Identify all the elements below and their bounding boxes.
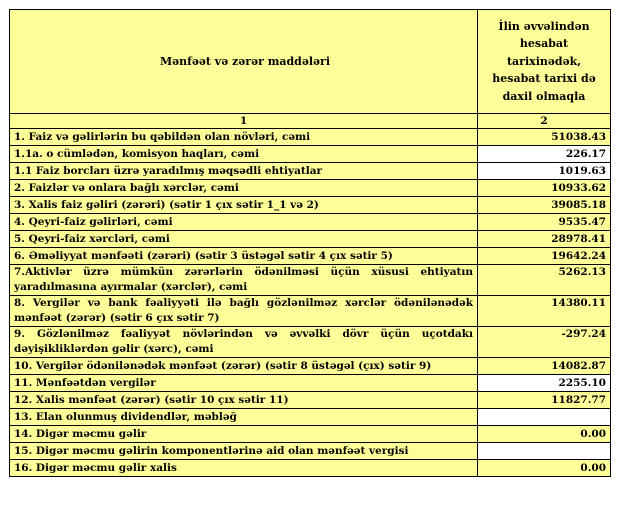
row-value: 10933.62 — [478, 180, 611, 197]
table-row — [10, 460, 611, 477]
row-value: 28978.41 — [478, 231, 611, 248]
table-row — [10, 296, 611, 327]
table-row — [10, 327, 611, 358]
header-period-column: İlin əvvəlindən hesabat tarixinədək, hesabat tarixi də daxil olmaqla — [478, 10, 611, 114]
table-row — [10, 375, 611, 392]
row-label: 5. Qeyri-faiz xərcləri, cəmi — [10, 231, 478, 248]
table-row — [10, 443, 611, 460]
profit-loss-table — [9, 9, 611, 477]
row-value: 5262.13 — [478, 265, 611, 296]
row-label: 9. Gözlənilməz fəaliyyət növlərindən və əvvəlki dövr üçün uçotdakı dəyişikliklərdən gəlir (xərc), cəmi — [10, 327, 478, 358]
row-label: 1.1 Faiz borcları üzrə yaradılmış məqsədli ehtiyatlar — [10, 163, 478, 180]
row-label: 16. Digər məcmu gəlir xalis — [10, 460, 478, 477]
table-row — [10, 129, 611, 146]
row-value — [478, 409, 611, 426]
row-label: 4. Qeyri-faiz gəlirləri, cəmi — [10, 214, 478, 231]
row-value: 14082.87 — [478, 358, 611, 375]
row-label: 3. Xalis faiz gəliri (zərəri) (sətir 1 çıx sətir 1_1 və 2) — [10, 197, 478, 214]
table-row — [10, 392, 611, 409]
column-number-1: 1 — [10, 114, 478, 129]
row-label: 15. Digər məcmu gəlirin komponentlərinə aid olan mənfəət vergisi — [10, 443, 478, 460]
row-label: 13. Elan olunmuş dividendlər, məbləğ — [10, 409, 478, 426]
row-label: 11. Mənfəətdən vergilər — [10, 375, 478, 392]
row-value: 9535.47 — [478, 214, 611, 231]
table-row — [10, 146, 611, 163]
row-value: 19642.24 — [478, 248, 611, 265]
table-row — [10, 409, 611, 426]
table-row — [10, 180, 611, 197]
table-row — [10, 426, 611, 443]
row-value: -297.24 — [478, 327, 611, 358]
row-value: 1019.63 — [478, 163, 611, 180]
row-label: 14. Digər məcmu gəlir — [10, 426, 478, 443]
table-row — [10, 231, 611, 248]
row-value: 2255.10 — [478, 375, 611, 392]
row-label: 2. Faizlər və onlara bağlı xərclər, cəmi — [10, 180, 478, 197]
row-label: 8. Vergilər və bank fəaliyyəti ilə bağlı gözlənilməz xərclər ödənilənədək mənfəət (zərər) (sətir 6 çıx sətir 7) — [10, 296, 478, 327]
table-row — [10, 214, 611, 231]
row-label: 12. Xalis mənfəət (zərər) (sətir 10 çıx sətir 11) — [10, 392, 478, 409]
row-label: 10. Vergilər ödənilənədək mənfəət (zərər) (sətir 8 üstəgəl (çıx) sətir 9) — [10, 358, 478, 375]
table-row — [10, 265, 611, 296]
row-value — [478, 443, 611, 460]
row-value: 11827.77 — [478, 392, 611, 409]
row-value: 226.17 — [478, 146, 611, 163]
table-row — [10, 358, 611, 375]
row-label: 6. Əməliyyat mənfəəti (zərəri) (sətir 3 üstəgəl sətir 4 çıx sətir 5) — [10, 248, 478, 265]
column-number-2: 2 — [478, 114, 611, 129]
table-row — [10, 163, 611, 180]
header-items-column: Mənfəət və zərər maddələri — [10, 10, 478, 114]
row-value: 51038.43 — [478, 129, 611, 146]
row-label: 1.1a. o cümlədən, komisyon haqları, cəmi — [10, 146, 478, 163]
table-row — [10, 197, 611, 214]
row-value: 14380.11 — [478, 296, 611, 327]
row-value: 39085.18 — [478, 197, 611, 214]
row-value: 0.00 — [478, 426, 611, 443]
row-value: 0.00 — [478, 460, 611, 477]
row-label: 1. Faiz və gəlirlərin bu qəbildən olan növləri, cəmi — [10, 129, 478, 146]
table-header-row — [10, 10, 611, 114]
table-row — [10, 248, 611, 265]
column-number-row — [10, 114, 611, 129]
row-label: 7.Aktivlər üzrə mümkün zərərlərin ödənilməsi üçün xüsusi ehtiyatın yaradılmasına ayırmalar (xərclər), cəmi — [10, 265, 478, 296]
